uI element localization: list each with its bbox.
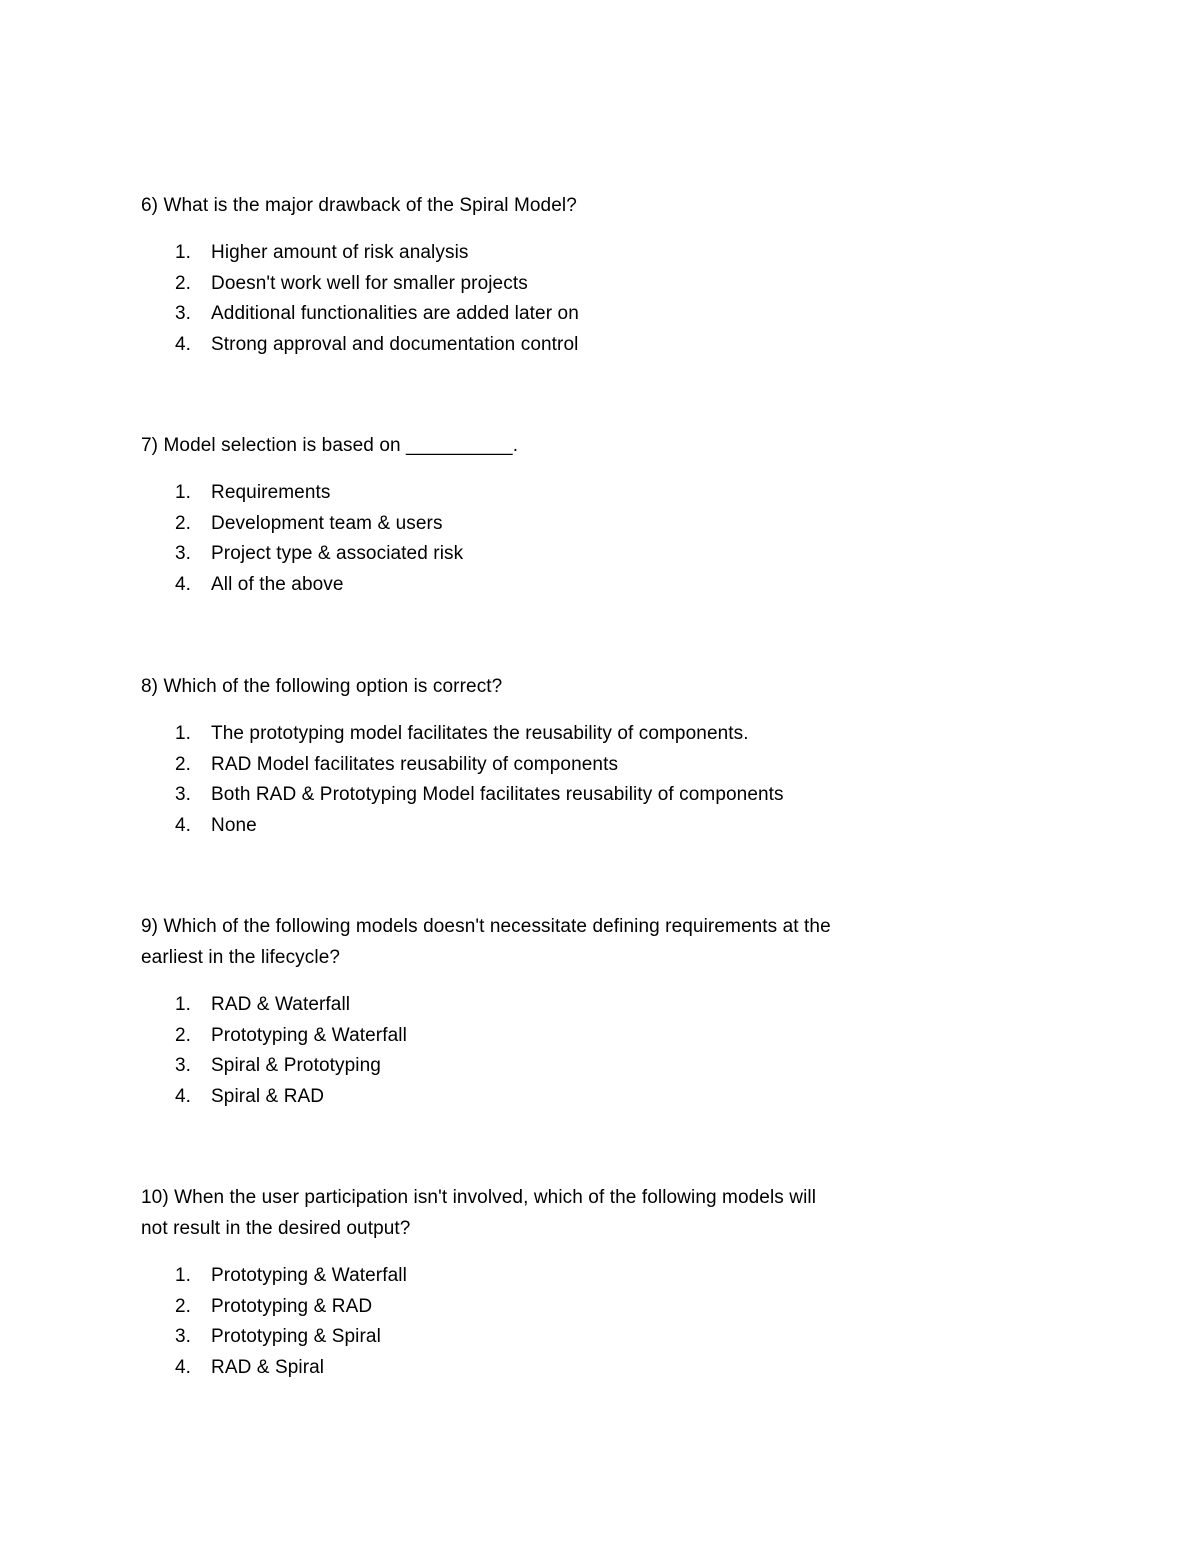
option-number: 1. — [175, 994, 192, 1015]
option-number: 1. — [175, 242, 192, 263]
option-item — [141, 1082, 841, 1113]
option-number: 2. — [175, 753, 192, 775]
option-list — [141, 478, 841, 600]
option-text: Strong approval and documentation control — [211, 333, 579, 355]
option-number: 3. — [175, 543, 192, 564]
option-item — [141, 299, 841, 330]
option-number: 3. — [175, 784, 192, 805]
option-number: 2. — [175, 272, 192, 294]
option-number: 3. — [175, 1055, 192, 1076]
option-list — [141, 719, 841, 841]
option-text: The prototyping model facilitates the reusability of components. — [211, 723, 749, 744]
option-list — [141, 238, 841, 360]
option-number: 4. — [175, 814, 192, 836]
option-item — [141, 780, 841, 811]
option-number: 4. — [175, 1085, 192, 1107]
option-text: Higher amount of risk analysis — [211, 242, 469, 263]
option-text: Both RAD & Prototyping Model facilitates reusability of components — [211, 784, 784, 805]
option-item — [141, 1353, 841, 1384]
question-text: 7) Model selection is based on __________. — [141, 435, 519, 456]
option-number: 2. — [175, 512, 192, 534]
option-item — [141, 539, 841, 570]
option-text: All of the above — [211, 573, 344, 595]
option-text: Doesn't work well for smaller projects — [211, 272, 528, 294]
option-number: 2. — [175, 1295, 192, 1317]
option-item — [141, 570, 841, 601]
option-text: None — [211, 814, 257, 836]
option-text: RAD Model facilitates reusability of components — [211, 753, 619, 775]
option-text: RAD & Waterfall — [211, 994, 351, 1015]
option-text: RAD & Spiral — [211, 1356, 325, 1378]
option-text: Requirements — [211, 482, 331, 503]
option-number: 4. — [175, 573, 192, 595]
question-9 — [141, 911, 841, 1112]
option-text: Development team & users — [211, 512, 443, 534]
option-number: 3. — [175, 303, 192, 324]
option-text: Spiral & Prototyping — [211, 1055, 381, 1076]
option-item — [141, 811, 841, 842]
option-number: 4. — [175, 1356, 192, 1378]
question-text: 6) What is the major drawback of the Spiral Model? — [141, 195, 577, 216]
option-item — [141, 990, 841, 1021]
option-item — [141, 1051, 841, 1082]
question-8 — [141, 671, 841, 841]
option-item — [141, 719, 841, 750]
option-number: 3. — [175, 1326, 192, 1347]
option-number: 1. — [175, 1265, 192, 1286]
question-text: 8) Which of the following option is correct? — [141, 676, 503, 697]
option-item — [141, 238, 841, 269]
option-number: 2. — [175, 1024, 192, 1046]
option-item — [141, 509, 841, 540]
option-item — [141, 330, 841, 361]
option-list — [141, 1261, 841, 1383]
option-item — [141, 1322, 841, 1353]
option-text: Prototyping & Waterfall — [211, 1024, 407, 1046]
question-text: 10) When the user participation isn't involved, which of the following models will not result in the desired output? — [141, 1187, 817, 1239]
question-7 — [141, 430, 841, 600]
option-number: 4. — [175, 333, 192, 355]
option-text: Additional functionalities are added later on — [211, 303, 579, 324]
option-item — [141, 478, 841, 509]
option-text: Prototyping & RAD — [211, 1295, 373, 1317]
option-text: Prototyping & Spiral — [211, 1326, 381, 1347]
option-text: Project type & associated risk — [211, 543, 464, 564]
option-item — [141, 750, 841, 781]
question-text: 9) Which of the following models doesn't necessitate defining requirements at the earliest in the lifecycle? — [141, 916, 831, 968]
option-item — [141, 1261, 841, 1292]
question-10 — [141, 1182, 841, 1383]
option-list — [141, 990, 841, 1112]
question-6 — [141, 190, 841, 360]
option-number: 1. — [175, 723, 192, 744]
option-item — [141, 1021, 841, 1052]
option-item — [141, 269, 841, 300]
option-text: Prototyping & Waterfall — [211, 1265, 407, 1286]
option-text: Spiral & RAD — [211, 1085, 325, 1107]
option-number: 1. — [175, 482, 192, 503]
option-item — [141, 1292, 841, 1323]
